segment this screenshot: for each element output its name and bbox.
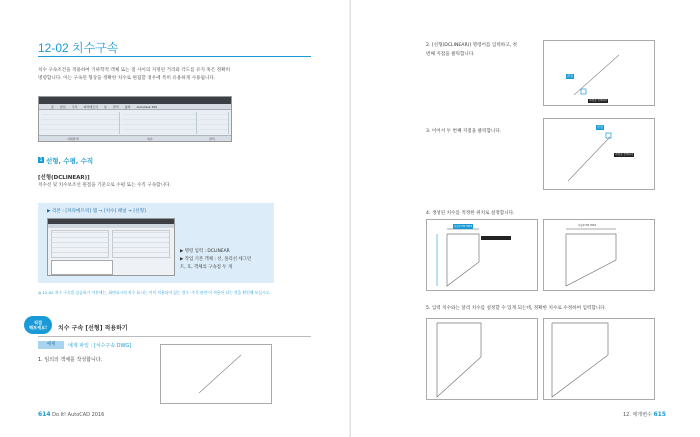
note-text: ◎ 12-02 치수 구속을 실습하기 이전에는, 화면표시의 치수 표시는 이미 적용되어 있는 경우 '주석 관련'이 적용이 되는 것을 확인해 보십시오. — [38, 290, 271, 295]
info-screenshot — [47, 218, 175, 276]
cad-drawing-step3 — [543, 118, 655, 190]
intro-line: 명령합니다. 이는 구속된 형상을 정확한 치수로 편집할 경우에 특히 유용하게 사용됩니다. — [38, 76, 216, 81]
practice-rule — [38, 336, 311, 337]
ribbon-group-label: 관리 — [209, 137, 215, 141]
cad-drawing-step4b — [543, 219, 655, 291]
section-rule — [38, 56, 311, 57]
prompt-tooltip: 지정점 선택하기 — [615, 153, 634, 156]
section-title: 12-02 치수구속 — [38, 41, 119, 55]
footer-right — [623, 411, 666, 418]
ribbon-tab: Autodesk 360 — [136, 105, 158, 109]
step-1: 1. 임의의 객체를 작성합니다. — [38, 357, 103, 363]
step-2-line: 2. [선형(DCLINEAR)] 명령어를 입력하고, 첫 — [426, 43, 517, 48]
cad-drawing-step1 — [160, 344, 272, 404]
info-list-item: ▶ 작업 기본 객체 : 선, 폴리선 세그먼 — [180, 257, 252, 262]
final-shape-drawing — [427, 319, 539, 401]
ribbon-tab: 삽입 — [59, 105, 66, 109]
ribbon-tab: 파라메트릭 — [83, 105, 98, 109]
example-file: 예제 파일 : [치수구속.DWG] — [68, 343, 132, 349]
ribbon-tab: 홈 — [51, 105, 54, 109]
step-4: 4. 생성된 치수를 적정한 위치로 설정합니다. — [426, 211, 515, 216]
prompt-tooltip: 지정점 선택하기 — [589, 99, 608, 102]
example-tag: 예제 — [38, 341, 64, 349]
intro-line: 치수 구속조건을 적용하여 기하학적 객체 또는 점 사이의 지정된 거리와 각도를 유지 혹은 정확히 — [38, 68, 231, 73]
ribbon-tab: 뷰 — [104, 105, 107, 109]
cad-drawing-step5b — [543, 318, 655, 400]
step-3: 3. 이어서 두 번째 지점을 클릭합니다. — [426, 129, 502, 134]
footer-book-title: Do It! AutoCAD 2016 — [52, 412, 105, 418]
snap-label: 끝점 — [597, 125, 603, 129]
step-2-line: 번째 지점을 클릭합니다. — [426, 52, 475, 57]
cad-drawing-step2 — [543, 40, 655, 106]
ribbon-titlebar — [39, 97, 231, 104]
cad-drawing-step5a — [426, 318, 538, 400]
practice-badge-line: 해보세요! — [28, 325, 48, 330]
sub-heading: [선형(DCLINEAR)] — [38, 175, 90, 181]
heading-number-badge: 1 — [39, 157, 43, 163]
ribbon-tabs — [39, 104, 231, 110]
ribbon-group-manage — [200, 112, 229, 134]
ribbon-group-geometric — [41, 112, 120, 134]
practice-title: 치수 구속 [선형] 적용하기 — [58, 325, 128, 332]
left-page — [0, 0, 349, 437]
footer-chapter: 12. 매개변수 — [623, 412, 652, 418]
ribbon-path: ▶ 리본 : [파라메트릭] 탭 → [치수] 패널 → [선형] — [47, 209, 146, 214]
constrained-shape-drawing — [544, 220, 656, 292]
diagonal-line-drawing — [544, 41, 656, 107]
ribbon-group-label: 치수 — [147, 137, 153, 141]
ribbon-tab: 출력 — [124, 105, 131, 109]
practice-badge — [24, 316, 52, 334]
ribbon-panels — [41, 112, 229, 134]
info-shot-tabs — [48, 224, 174, 228]
snap-label: 끝점 — [567, 74, 573, 78]
info-list-item: ▶ 명령 입력 : DCLINEAR — [180, 249, 230, 254]
info-list — [180, 248, 270, 272]
dimension-value: 선형1=50.3563 — [454, 225, 473, 228]
page-number: 615 — [653, 411, 666, 418]
info-box — [38, 203, 274, 283]
info-shot-panel — [112, 230, 170, 258]
step-5: 5. 입력 치수와는 달리 치수를 설정할 수 있게 되는데, 정확한 치수로 수정하여 입력합니다. — [426, 306, 607, 311]
practice-badge-line: 직접 — [33, 320, 43, 325]
ribbon-group-dimension — [123, 112, 197, 134]
ribbon-tab: 관리 — [112, 105, 119, 109]
footer-left — [38, 411, 104, 418]
info-shot-dropdown — [51, 260, 113, 275]
dimension-value: 선형1=50.3563 — [578, 224, 597, 227]
diagonal-line-drawing — [161, 345, 273, 405]
heading: 선형, 수평, 수직 — [46, 157, 94, 165]
right-page — [351, 0, 700, 437]
final-shape-drawing — [544, 319, 656, 401]
intro-paragraph — [38, 67, 313, 83]
info-list-item: 트, 호, 객체의 구속점 두 개 — [180, 265, 233, 270]
sub-description: 치수선 및 치수보조선 원점을 기준으로 수평 또는 수직 구속합니다. — [38, 183, 171, 188]
page-number: 614 — [38, 411, 51, 418]
ribbon-group-labels — [39, 135, 231, 141]
ribbon-group-label: 기하학적 — [67, 137, 79, 141]
constrained-shape-drawing — [427, 220, 539, 292]
step-2 — [426, 41, 517, 59]
cad-drawing-step4a — [426, 219, 538, 291]
ribbon-screenshot — [38, 96, 232, 142]
info-shot-panel — [51, 230, 109, 258]
ribbon-tab: 주석 — [71, 105, 78, 109]
